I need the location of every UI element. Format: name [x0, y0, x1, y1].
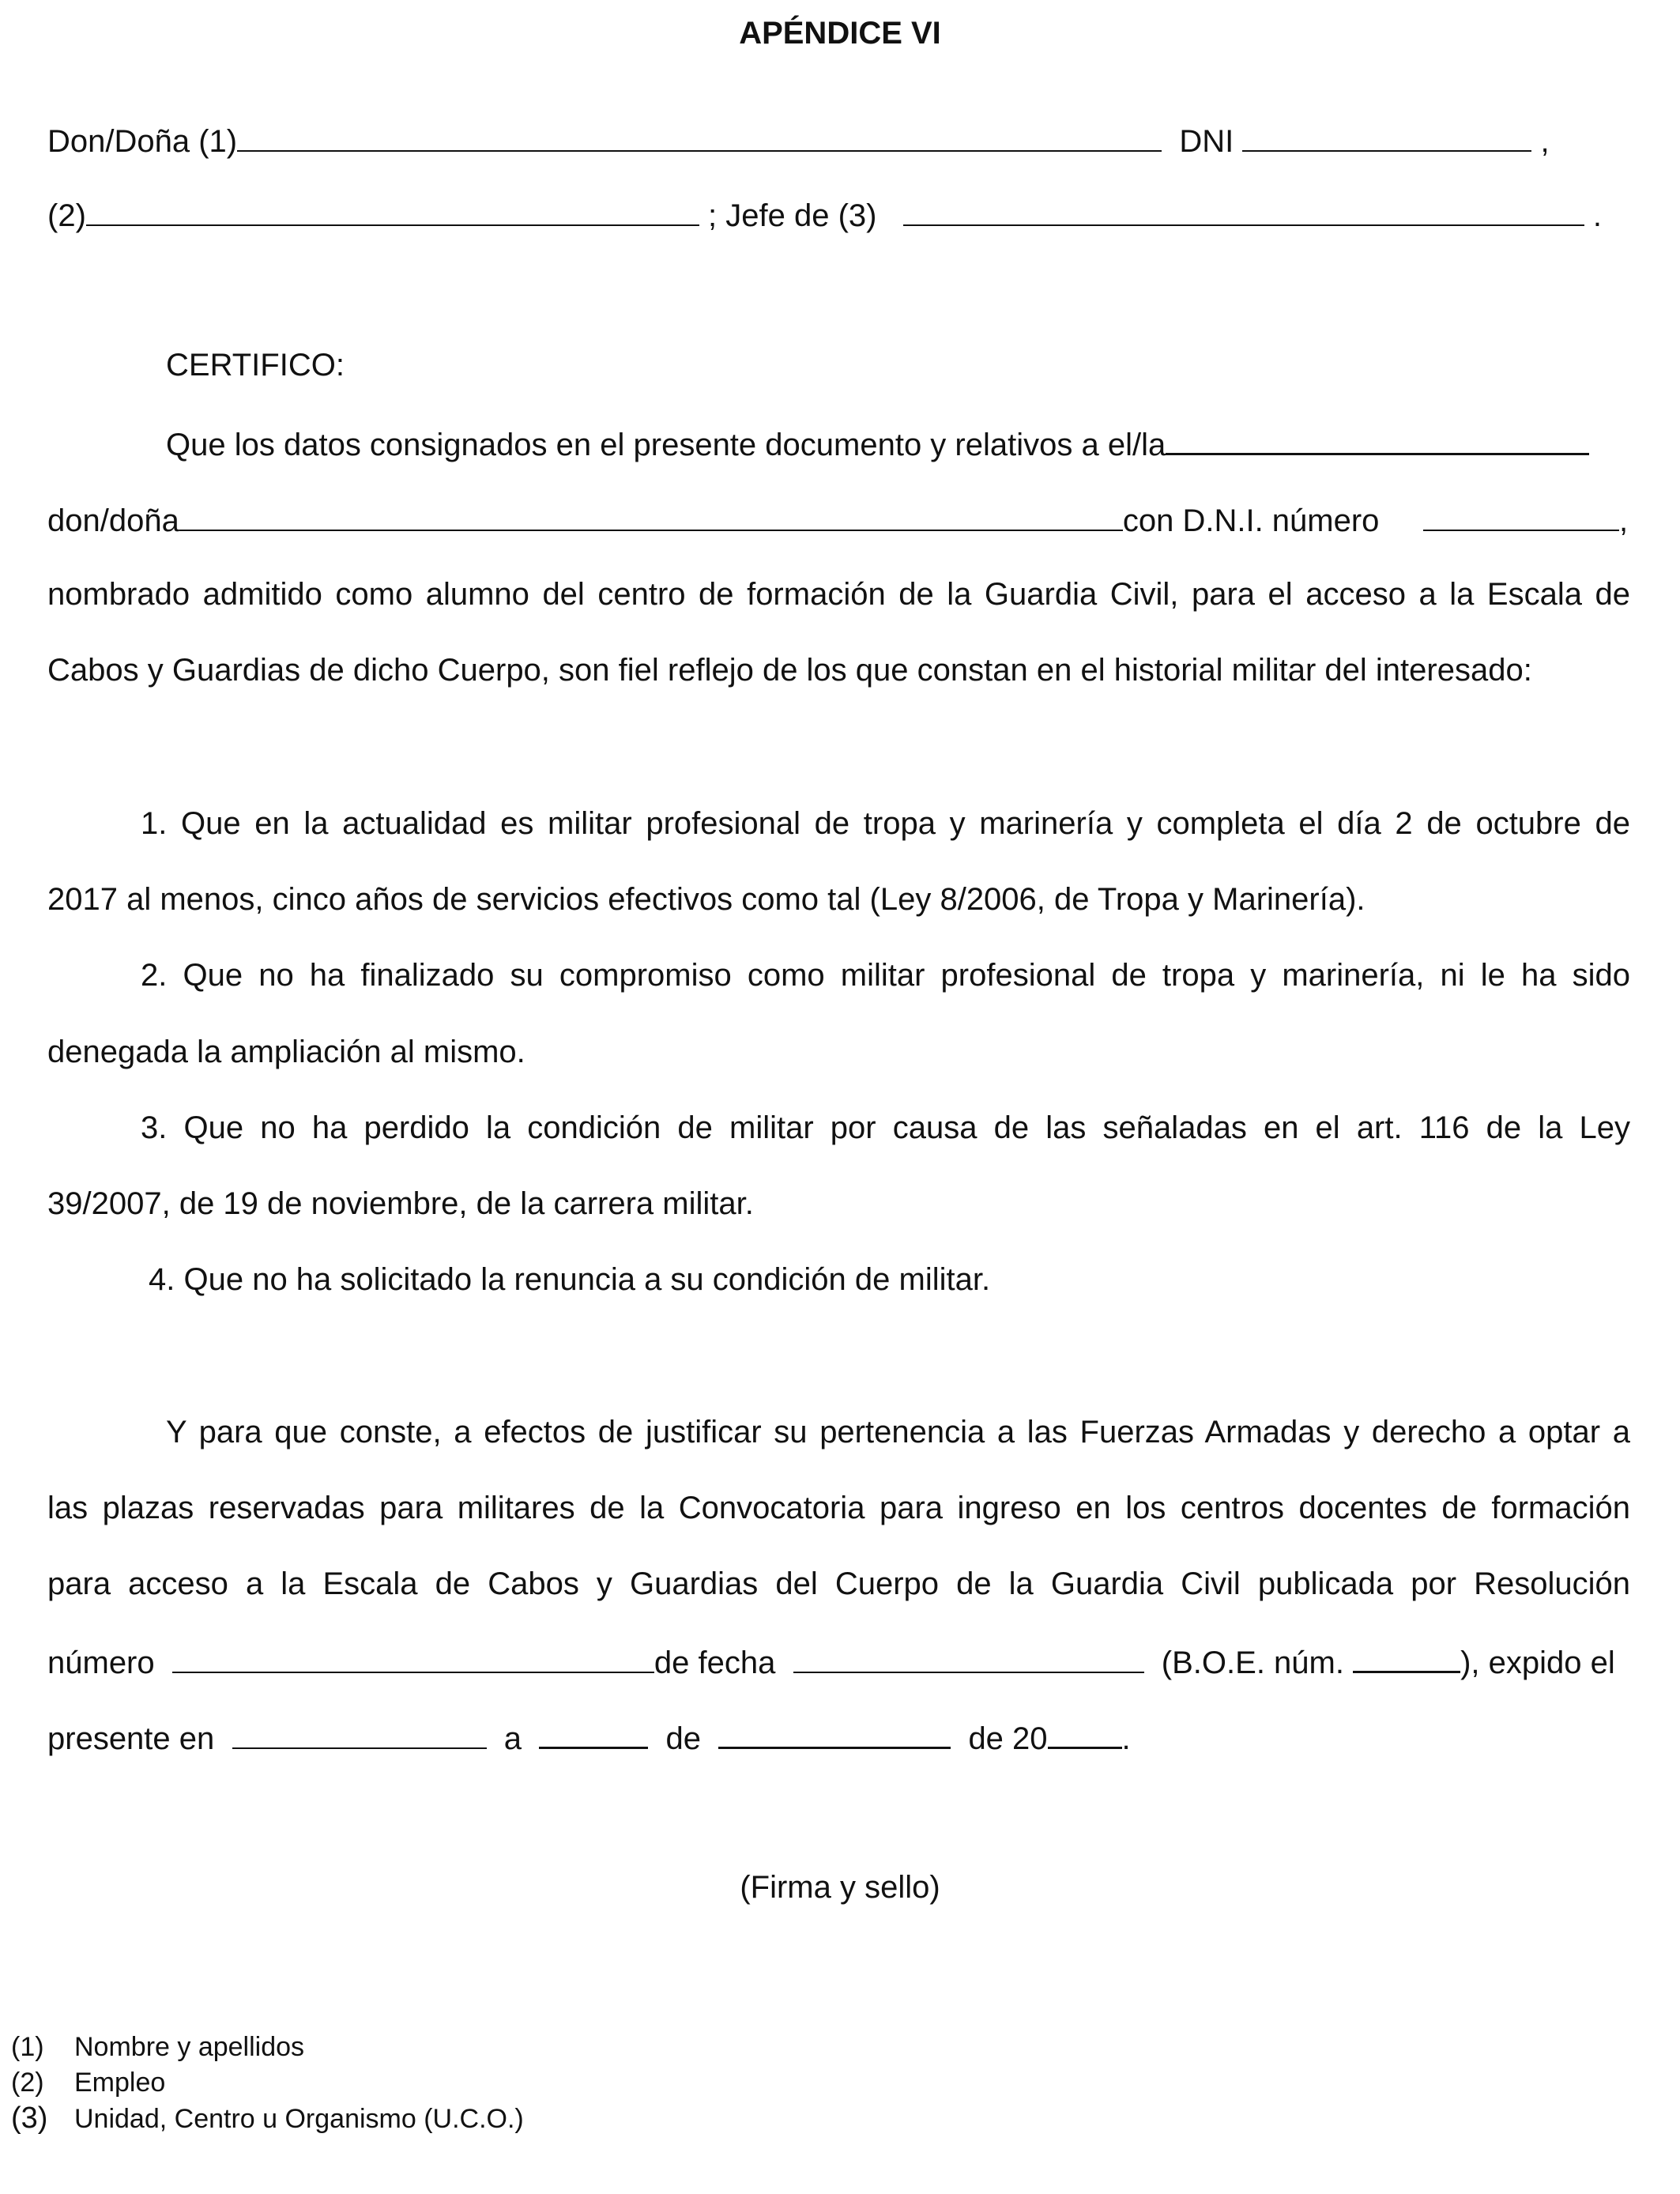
dni-number-field[interactable]	[1423, 499, 1619, 531]
signature-label: (Firma y sello)	[740, 1870, 940, 1905]
lugar-field[interactable]	[232, 1717, 487, 1749]
numero-label: número	[47, 1646, 155, 1680]
dni-number-label: con D.N.I. número	[1122, 503, 1380, 538]
fecha-label: de fecha	[654, 1646, 776, 1680]
punctuation: .	[1121, 1721, 1131, 1756]
footnote-2	[11, 2067, 165, 2098]
don-dona-label: Don/Doña (1)	[47, 124, 238, 159]
intro-line-2	[47, 499, 1628, 540]
intro-text-1: Que los datos consignados en el presente documento y relativos a el/la	[166, 428, 1166, 462]
item-1-line-1: 1. Que en la actualidad es militar profesional de tropa y marinería y completa el día 2 de octubre de	[141, 806, 1630, 841]
intro-line-4: Cabos y Guardias de dicho Cuerpo, son fiel reflejo de los que constan en el historial militar del interesado:	[47, 653, 1532, 688]
boe-numero-field[interactable]	[1353, 1641, 1460, 1673]
item-1-line-2: 2017 al menos, cinco años de servicios efectivos como tal (Ley 8/2006, de Tropa y Marinería).	[47, 882, 1365, 917]
resolucion-fecha-field[interactable]	[793, 1642, 1144, 1673]
dni-field[interactable]	[1242, 120, 1531, 152]
don-dona-lower-label: don/doña	[47, 503, 179, 538]
item-2-line-2: denegada la ampliación al mismo.	[47, 1035, 525, 1069]
footnote-text: Nombre y apellidos	[74, 2032, 305, 2062]
certifico-heading: CERTIFICO:	[166, 348, 345, 383]
header-line-2	[47, 194, 1602, 235]
el-la-field[interactable]	[1166, 423, 1589, 455]
closing-line-1: Y para que conste, a efectos de justificar su pertenencia a las Fuerzas Armadas y derecho a optar a	[166, 1415, 1630, 1449]
mes-field[interactable]	[718, 1717, 951, 1749]
item-2-line-1: 2. Que no ha finalizado su compromiso como militar profesional de tropa y marinería, ni le ha sido	[141, 958, 1630, 993]
expido-text: ), expido el	[1460, 1646, 1615, 1680]
resolucion-numero-field[interactable]	[172, 1642, 654, 1673]
anio-field[interactable]	[1048, 1717, 1122, 1749]
presente-en-label: presente en	[47, 1721, 215, 1756]
footnote-number: (3)	[11, 2102, 48, 2135]
intro-line-1	[166, 423, 1589, 464]
dia-field[interactable]	[539, 1717, 648, 1749]
de-label: de	[665, 1721, 701, 1756]
closing-line-5	[47, 1717, 1131, 1758]
item-3-line-1: 3. Que no ha perdido la condición de militar por causa de las señaladas en el art. 116 de la Ley	[141, 1110, 1630, 1145]
punctuation: ,	[1540, 124, 1550, 159]
footnote-number: (1)	[11, 2032, 44, 2062]
footnote-1	[11, 2031, 304, 2063]
item-3-line-2: 39/2007, de 19 de noviembre, de la carrera militar.	[47, 1186, 754, 1221]
punctuation: ,	[1619, 503, 1629, 538]
intro-line-3: nombrado admitido como alumno del centro de formación de la Guardia Civil, para el acceso a la Escala de	[47, 577, 1630, 612]
item-4: 4. Que no ha solicitado la renuncia a su condición de militar.	[149, 1262, 991, 1297]
uco-field[interactable]	[903, 194, 1584, 226]
closing-line-4	[47, 1641, 1615, 1682]
footnote-text: Unidad, Centro u Organismo (U.C.O.)	[74, 2104, 524, 2134]
a-label: a	[503, 1721, 522, 1756]
dni-label: DNI	[1179, 124, 1234, 159]
name-field[interactable]	[237, 120, 1162, 152]
don-dona-field[interactable]	[179, 499, 1123, 531]
footnote-3	[11, 2102, 524, 2135]
footnote-number: (2)	[11, 2068, 44, 2098]
de-20-label: de 20	[968, 1721, 1048, 1756]
empleo-field[interactable]	[86, 194, 699, 226]
header-line-1	[47, 120, 1550, 160]
footnote-text: Empleo	[74, 2068, 166, 2098]
empleo-label: (2)	[47, 198, 86, 233]
boe-label: (B.O.E. núm.	[1161, 1646, 1344, 1680]
jefe-label: ; Jefe de (3)	[708, 198, 877, 233]
punctuation: .	[1592, 198, 1603, 233]
document-title: APÉNDICE VI	[739, 16, 941, 51]
closing-line-2: las plazas reservadas para militares de la Convocatoria para ingreso en los centros docentes de formación	[47, 1491, 1630, 1525]
closing-line-3: para acceso a la Escala de Cabos y Guardias del Cuerpo de la Guardia Civil publicada por Resolución	[47, 1566, 1630, 1601]
